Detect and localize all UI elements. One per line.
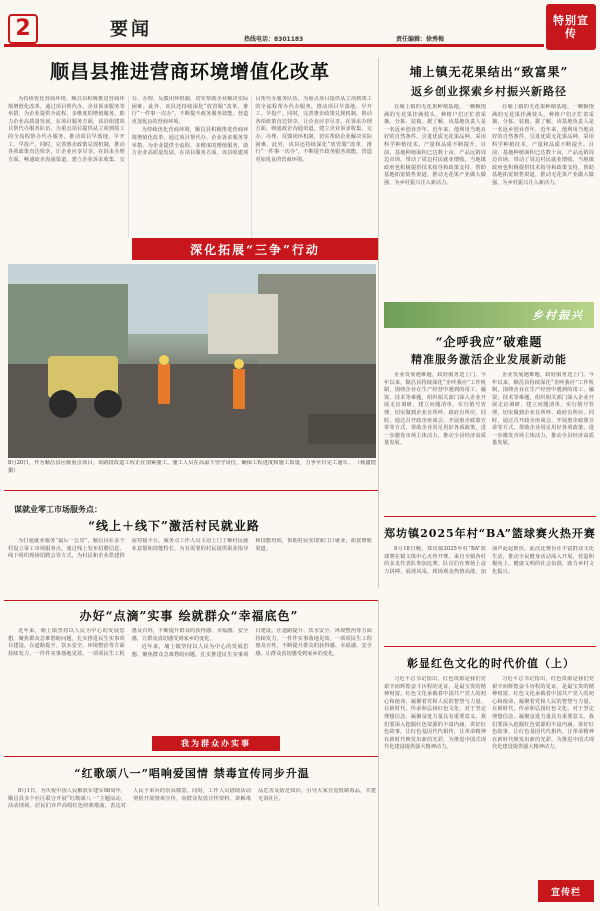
- column-divider-bottom: [378, 600, 379, 906]
- article-4-text: 为打通就业服务“最后一公里”，顺昌县在多个村设立零工市场服务点，通过线上发布招聘信息、线下组织现场招聘会等方式，为村民和企业搭建供需对接平台。服务点工作人员主动上门了解村民就业意愿和技能特长，为有需要的村民提供职业指导和技能培训，帮助村民实现家门口就业，拓宽增收渠道。: [8, 538, 372, 560]
- article-5-body: [8, 628, 372, 732]
- article-1-body: [8, 96, 372, 238]
- campaign-banner: [132, 238, 378, 260]
- article-3-text-repeat: 企业发展遇难题，政府服务送上门。今年以来，顺昌县持续深化“企呼我应”工作机制，围绕企业在生产经营中遇到的用工、融资、技术等难题，组织相关部门深入企业开展走访调研，建立问题清单，实行销号管理，切实做到企业有所呼、政府有所应。同时，通过召开政企座谈会、开展惠企政策宣讲等方式，帮助企业用足用好各项政策，进一步激发市场主体活力，推动全县经济高质量发展。: [492, 372, 594, 447]
- photo-caption: [8, 460, 376, 486]
- editor-credit: 责任编辑：徐秀梅: [396, 36, 445, 43]
- article-7-text: 习近平总书记指出，红色资源是我们党艰辛而辉煌奋斗历程的见证，是最宝贵的精神财富。红色文化承载着中国共产党人的初心和使命，凝聚着党和人民的智慧与力量。在新时代，传承和弘扬红色文化，对于坚定理想信念、凝聚奋进力量具有重要意义。我们要深入挖掘红色资源的丰富内涵，讲好红色故事，让红色基因代代相传，让革命精神在新时代焕发出新的光彩，为推进中国式现代化建设提供强大精神动力。: [384, 676, 486, 751]
- article-2-subtitle: 返乡创业探索乡村振兴新路径: [411, 85, 567, 98]
- article-6-body: [384, 546, 594, 646]
- theory-tag-text: 宣传栏: [550, 887, 581, 898]
- brand-seal: [546, 4, 596, 50]
- article-8-title: “红歌颂八一”唱响爱国情 禁毒宣传同步升温: [74, 767, 310, 780]
- hotline: 热线电话：8301183: [244, 36, 304, 43]
- page-number: 2: [15, 16, 31, 41]
- masthead-rule-thick: [4, 44, 544, 47]
- article-3-body: [384, 372, 594, 512]
- article-4-title: “线上＋线下”激活村民就业路: [88, 519, 260, 533]
- service-tag-text: 我为群众办实事: [181, 738, 251, 748]
- service-tag-bar: [152, 736, 280, 751]
- article-7-title: 彰显红色文化的时代价值（上）: [407, 657, 575, 670]
- article-2-text: 在埔上镇的无花果种植基地，一颗颗饱满的无花果挂满枝头，种植户们正忙着采摘、分拣、装箱。据了解，该基地负责人是一名返乡创业青年，近年来，他利用当地良好的自然条件，引进优质无花果品种，采用科学种植技术，产量和品质不断提升。目前，基地种植面积已达数十亩，产品远销周边市场，带动了周边村民就业增收。当地镇政府也积极提供技术指导和政策支持，帮助基地拓宽销售渠道，推动无花果产业做大做强，为乡村振兴注入新活力。: [384, 104, 486, 186]
- section-name: 要闻: [110, 19, 152, 40]
- construction-scene: [8, 264, 376, 458]
- masthead: [0, 0, 600, 52]
- article-4-body: [8, 538, 372, 598]
- article-3-subtitle: 精准服务激活企业发展新动能: [411, 353, 567, 366]
- article-7-body: [384, 676, 594, 876]
- article-2-title: 埔上镇无花果结出“致富果”: [409, 65, 569, 79]
- article-5-text-repeat: 近年来，埔上镇坚持以人民为中心的发展思想，聚焦群众急难愁盼问题，扎实推进民生实事项目建设。在道路提升、饮水安全、环境整治等方面持续发力，一件件实事落地见效，一项项民生工程惠及百姓，不断提升群众的获得感、幸福感、安全感，让群众真切感受到家乡的变化。: [131, 628, 372, 658]
- article-8-text: 8月1日，为庆祝中国人民解放军建军98周年，顺昌县多个社区联合开展“红歌颂八一”主题活动。活动现场，居民们齐声高唱红色经典歌曲，表达对人民子弟兵的崇高敬意。同时，工作人员借助活动契机开展禁毒宣传，向群众发放宣传资料，讲解毒品危害及防范知识，引导大家自觉抵制毒品，共建无毒社区。: [8, 788, 376, 810]
- rural-banner-text: 乡村振兴: [532, 309, 584, 322]
- article-6-text: 8月18日晚，郑坊镇2025年村“BA”篮球赛在镇文体中心火热开赛。来自全镇各村的多支代表队参加比赛，队员们在赛场上奋力拼搏、展现风采，现场观众热情高涨、加油声此起彼伏。此次比赛旨在丰富群众文化生活，推动全民健身活动深入开展，营造积极向上、健康文明的社会氛围，助力乡村文化振兴。: [384, 546, 594, 575]
- section-rule-2: [384, 516, 596, 517]
- rural-revitalization-banner: [384, 302, 594, 328]
- photo-credit: （杨鑫煌 摄）: [8, 460, 376, 474]
- article-1-text: 为持续优化营商环境，顺昌县积极推进营商环境增值化改革，通过项目帮代办、企业诉求服务等举措，为企业提供全流程、多维度的增值服务，助力企业高质量发展。在项目服务方面，该县组建项目帮代办服务队伍，为重点项目提供从立项到竣工的全流程帮办代办服务，推动项目早落地、早开工、早投产。同时，完善惠企政策兑现机制，推动各项政策直达快享，让企业应享尽享。在诉求办理方面，畅通政企沟通渠道，建立企业诉求收集、交办、办理、反馈闭环机制，切实帮助企业解决实际困难。此外，该县还持续深化“放管服”改革，推行“一件事一次办”，不断提升政务服务效能，营造更加优良的营商环境。: [8, 96, 249, 163]
- section-rule-1: [4, 490, 378, 491]
- article-8-body: [8, 788, 376, 906]
- brand-mark: 特别宣传: [553, 14, 589, 40]
- column-divider-top: [378, 58, 379, 588]
- campaign-banner-text: 深化拓展“三争”行动: [190, 242, 320, 257]
- construction-photo: [8, 264, 376, 458]
- section-rule-4: [384, 646, 596, 647]
- page-number-badge: [8, 14, 38, 44]
- section-rule-3: [4, 600, 378, 601]
- article-2-text-repeat: 在埔上镇的无花果种植基地，一颗颗饱满的无花果挂满枝头，种植户们正忙着采摘、分拣、装箱。据了解，该基地负责人是一名返乡创业青年，近年来，他利用当地良好的自然条件，引进优质无花果品种，采用科学种植技术，产量和品质不断提升。目前，基地种植面积已达数十亩，产品远销周边市场，带动了周边村民就业增收。当地镇政府也积极提供技术指导和政策支持，帮助基地拓宽销售渠道，推动无花果产业做大做强，为乡村振兴注入新活力。: [492, 104, 594, 186]
- article-5-text: 近年来，埔上镇坚持以人民为中心的发展思想，聚焦群众急难愁盼问题，扎实推进民生实事项目建设。在道路提升、饮水安全、环境整治等方面持续发力，一件件实事落地见效，一项项民生工程惠及百姓，不断提升群众的获得感、幸福感、安全感，让群众真切感受到家乡的变化。: [8, 628, 249, 657]
- article-5-title: 办好“点滴”实事 绘就群众“幸福底色”: [79, 609, 299, 623]
- article-7-text-repeat: 习近平总书记指出，红色资源是我们党艰辛而辉煌奋斗历程的见证，是最宝贵的精神财富。红色文化承载着中国共产党人的初心和使命，凝聚着党和人民的智慧与力量。在新时代，传承和弘扬红色文化，对于坚定理想信念、凝聚奋进力量具有重要意义。我们要深入挖掘红色资源的丰富内涵，讲好红色故事，让红色基因代代相传，让革命精神在新时代焕发出新的光彩，为推进中国式现代化建设提供强大精神动力。: [492, 676, 594, 751]
- article-6-title: 郑坊镇2025年村“BA”篮球赛火热开赛: [384, 527, 596, 540]
- photo-caption-text: 8月20日，作为顺昌县区级重点项目，该路段改造工程正在加紧施工。施工人员在高温下坚守岗位，确保工程进度和施工质量，力争早日完工通车。: [8, 460, 354, 466]
- theory-tag-box: [538, 880, 594, 902]
- article-4-kicker: 谋就业零工市场服务点：: [14, 504, 102, 514]
- article-1-text-repeat: 为持续优化营商环境，顺昌县积极推进营商环境增值化改革，通过项目帮代办、企业诉求服务等举措，为企业提供全流程、多维度的增值服务，助力企业高质量发展。在项目服务方面，该县组建项目帮代办服务队伍，为重点项目提供从立项到竣工的全流程帮办代办服务，推动项目早落地、早开工、早投产。同时，完善惠企政策兑现机制，推动各项政策直达快享，让企业应享尽享。在诉求办理方面，畅通政企沟通渠道，建立企业诉求收集、交办、办理、反馈闭环机制，切实帮助企业解决实际困难。此外，该县还持续深化“放管服”改革，推行“一件事一次办”，不断提升政务服务效能，营造更加优良的营商环境。: [131, 96, 372, 163]
- section-rule-5: [4, 756, 378, 757]
- article-3-title: “企呼我应”破难题: [435, 335, 543, 349]
- article-2-body: [384, 104, 594, 300]
- article-1-title: 顺昌县推进营商环境增值化改革: [49, 61, 330, 83]
- article-3-text: 企业发展遇难题，政府服务送上门。今年以来，顺昌县持续深化“企呼我应”工作机制，围绕企业在生产经营中遇到的用工、融资、技术等难题，组织相关部门深入企业开展走访调研，建立问题清单，实行销号管理，切实做到企业有所呼、政府有所应。同时，通过召开政企座谈会、开展惠企政策宣讲等方式，帮助企业用足用好各项政策，进一步激发市场主体活力，推动全县经济高质量发展。: [384, 372, 486, 447]
